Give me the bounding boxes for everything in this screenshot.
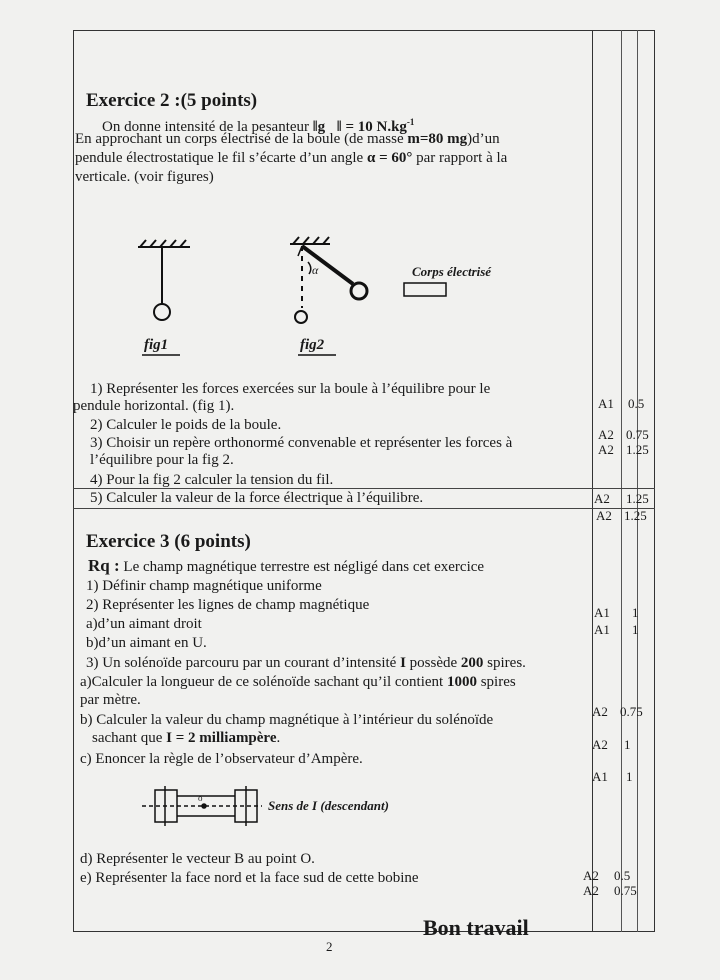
ex3-q1: 1) Définir champ magnétique uniforme bbox=[86, 578, 322, 594]
criterion-cell: A2 bbox=[592, 737, 608, 752]
ex3-q2: 2) Représenter les lignes de champ magnétique bbox=[86, 597, 370, 613]
ex2-q5: 5) Calculer la valeur de la force électrique à l’équilibre. bbox=[90, 490, 424, 506]
points-cell: 1 bbox=[624, 737, 631, 752]
fig2-label: fig2 bbox=[300, 337, 325, 353]
criterion-cell: A2 bbox=[596, 508, 612, 523]
ex3-qd: d) Représenter le vecteur B au point O. bbox=[80, 851, 315, 867]
ex3-remark: Rq : Le champ magnétique terrestre est négligé dans cet exercice bbox=[88, 556, 485, 575]
criterion-cell: A1 bbox=[592, 769, 608, 784]
ex3-qb-line-2: sachant que I = 2 milliampère. bbox=[92, 730, 281, 746]
points-cell: 0.5 bbox=[628, 396, 645, 411]
ex3-qa-line-2: par mètre. bbox=[80, 692, 141, 708]
points-cell: 1 bbox=[632, 622, 639, 637]
fig1-label: fig1 bbox=[144, 337, 169, 353]
charged-body-label: Corps électrisé bbox=[412, 264, 492, 279]
criterion-cell: A1 bbox=[594, 605, 610, 620]
exercise-3-title: Exercice 3 (6 points) bbox=[86, 531, 251, 552]
points-cell: 1.25 bbox=[626, 442, 649, 457]
criterion-cell: A2 bbox=[592, 704, 608, 719]
points-cell: 0.75 bbox=[614, 883, 637, 898]
points-cell: 0.75 bbox=[626, 427, 649, 442]
ex3-q2a: a)d’un aimant droit bbox=[86, 616, 202, 632]
ex2-line-1: On donne intensité de la pesanteur ‖g⃗‖ = 10 $N.kg^{-1}$ bbox=[102, 117, 415, 135]
exercise-2-title: Exercice 2 :(5 points) bbox=[86, 90, 258, 111]
ex2-line-3: pendule électrostatique le fil s’écarte d’un angle α = 60° par rapport à la bbox=[75, 150, 508, 166]
criterion-cell: A1 bbox=[598, 396, 614, 411]
closing-message: Bon travail bbox=[423, 915, 529, 940]
ex2-line-4: verticale. (voir figures) bbox=[75, 169, 214, 185]
ex3-q2b: b)d’un aimant en U. bbox=[86, 635, 207, 651]
ex3-qb-line-1: b) Calculer la valeur du champ magnétique à l’intérieur du solénoïde bbox=[80, 712, 494, 728]
page-number: 2 bbox=[326, 939, 333, 954]
ex2-q2: 2) Calculer le poids de la boule. bbox=[90, 417, 282, 433]
point-O-label: o bbox=[198, 793, 203, 803]
criterion-cell: A2 bbox=[583, 868, 599, 883]
ex2-line-2: En approchant un corps électrisé de la boule (de masse m=80 mg)d’un bbox=[75, 131, 500, 147]
points-cell: 0.5 bbox=[614, 868, 631, 883]
points-cell: 1 bbox=[626, 769, 633, 784]
criterion-cell: A2 bbox=[583, 883, 599, 898]
criterion-cell: A2 bbox=[598, 442, 614, 457]
ex2-q3-line-2: l’équilibre pour la fig 2. bbox=[90, 452, 234, 468]
ex2-q4: 4) Pour la fig 2 calculer la tension du fil. bbox=[90, 472, 334, 488]
points-cell: 1 bbox=[632, 605, 639, 620]
points-cell: 1.25 bbox=[624, 508, 647, 523]
ex2-q1-line-2: pendule horizontal. (fig 1). bbox=[73, 398, 235, 414]
points-cell: 1.25 bbox=[626, 491, 649, 506]
ex3-qe: e) Représenter la face nord et la face sud de cette bobine bbox=[80, 870, 419, 886]
current-direction-label: Sens de I (descendant) bbox=[268, 798, 389, 813]
criterion-cell: A2 bbox=[594, 491, 610, 506]
ex2-q3-line-1: 3) Choisir un repère orthonormé convenable et représenter les forces à bbox=[90, 435, 513, 451]
ex3-qa-line-1: a)Calculer la longueur de ce solénoïde sachant qu’il contient 1000 spires bbox=[80, 674, 516, 690]
criterion-cell: A2 bbox=[598, 427, 614, 442]
alpha-label: α bbox=[312, 263, 319, 277]
ex2-q1-line-1: 1) Représenter les forces exercées sur la boule à l’équilibre pour le bbox=[90, 381, 491, 397]
criterion-cell: A1 bbox=[594, 622, 610, 637]
points-cell: 0.75 bbox=[620, 704, 643, 719]
ex3-qc: c) Enoncer la règle de l’observateur d’Ampère. bbox=[80, 751, 363, 767]
ex3-q3: 3) Un solénoïde parcouru par un courant d’intensité I possède 200 spires. bbox=[86, 655, 526, 671]
